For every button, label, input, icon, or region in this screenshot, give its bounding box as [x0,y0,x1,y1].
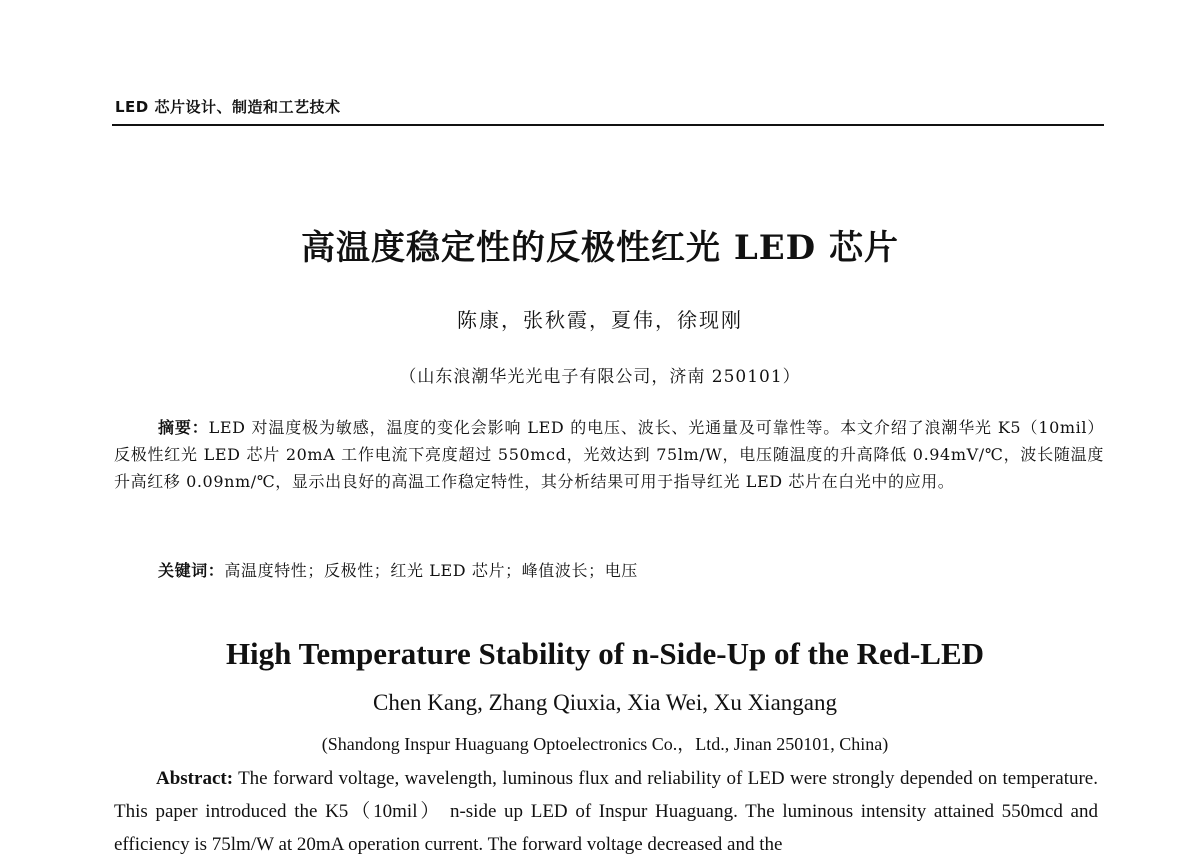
chinese-abstract [114,414,1104,495]
english-affiliation: (Shandong Inspur Huaguang Optoelectronics Co.，Ltd., Jinan 250101, China) [321,734,889,754]
running-header: LED 芯片设计、制造和工艺技术 [115,98,341,116]
english-title: High Temperature Stability of n-Side-Up of the Red-LED [225,636,985,671]
english-authors: Chen Kang, Zhang Qiuxia, Xia Wei, Xu Xiangang [372,690,837,715]
english-abstract-label: Abstract: [156,768,234,789]
chinese-keywords-text: 高温度特性；反极性；红光 LED 芯片；峰值波长；电压 [224,561,638,580]
chinese-title: 高温度稳定性的反极性红光 LED 芯片 [301,228,899,268]
chinese-abstract-label: 摘要： [158,418,209,437]
header-rule [112,124,1104,126]
chinese-affiliation: （山东浪潮华光光电子有限公司，济南 250101） [399,367,801,387]
chinese-authors: 陈康，张秋霞，夏伟，徐现刚 [457,308,743,332]
english-abstract-text: The forward voltage, wavelength, luminous flux and reliability of LED were strongly depended on temperature. This paper introduced the K5（10mil） n-side up LED of Inspur Huaguang. The luminous intensity attained 550mcd and efficiency is 75lm/W at 20mA operation current. The forward voltage decreased and the [114,768,1098,855]
chinese-keywords [158,558,638,581]
chinese-keywords-label: 关键词： [158,561,225,580]
chinese-abstract-text: LED 对温度极为敏感，温度的变化会影响 LED 的电压、波长、光通量及可靠性等。本文介绍了浪潮华光 K5（10mil）反极性红光 LED 芯片 20mA 工作电流下亮度超过 550mcd，光效达到 75lm/W，电压随温度的升高降低 0.94mV/℃，波长随温度升高红移 0.09nm/℃，显示出良好的高温工作稳定特性，其分析结果可用于指导红光 LED 芯片在白光中的应用。 [114,418,1104,491]
english-abstract [114,762,1098,861]
